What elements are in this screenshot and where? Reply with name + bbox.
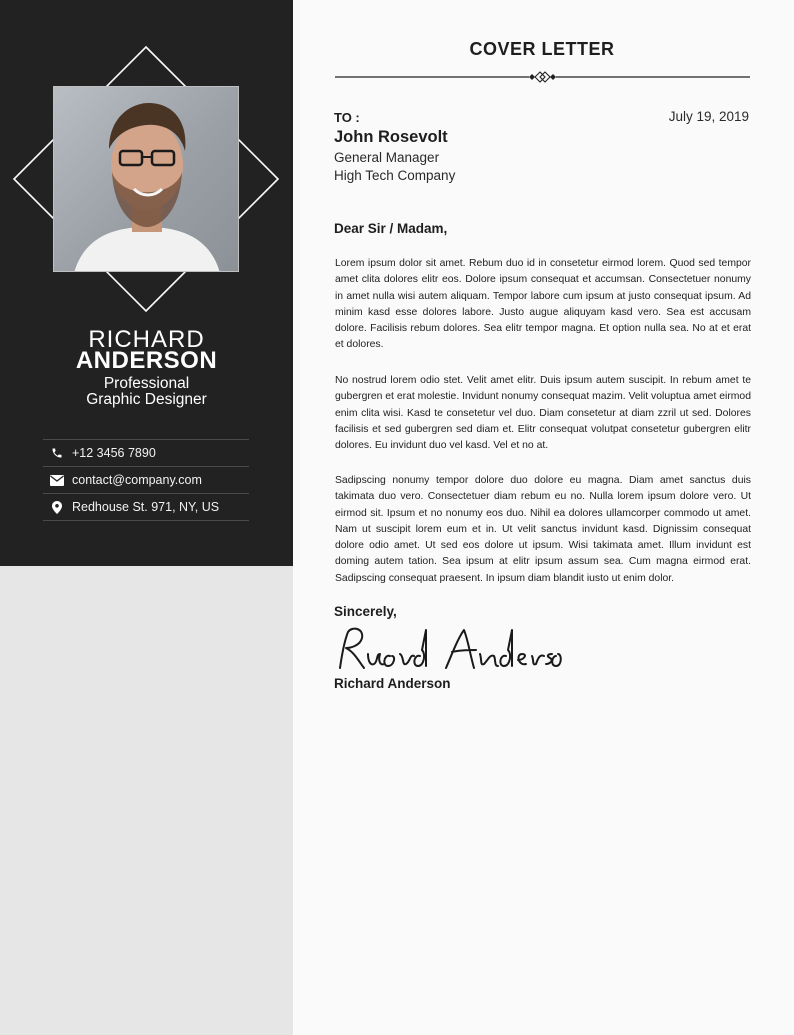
document-title: COVER LETTER	[469, 39, 615, 59]
profile-role-line-1: Professional	[103, 375, 190, 392]
phone-icon	[43, 447, 71, 459]
contact-phone-text: +12 3456 7890	[72, 446, 156, 460]
profile-first-name: RICHARD	[88, 326, 205, 353]
to-label: TO :	[334, 110, 360, 125]
handwritten-signature	[334, 624, 564, 676]
letter-paragraph-1: Lorem ipsum dolor sit amet. Rebum duo id in consetetur eirmod lorem. Quod sed tempor amet clita dolores elitr eos. Dolore ipsum consequat et accumsan. Consectetuer nonumy in amet nulla wisi autem aliquam. Tempor labore cum ipsum at justo consequat ipsum. Ad minim kasd esse dolores labore. Justo augue aliquyam kasd vero. Sea est accusam dolore. Facilisis rebum dolores. Sea elitr tempor magna. Et option nulla sea. No at et erat et dolores.	[335, 258, 751, 351]
contact-email	[43, 467, 249, 494]
person-portrait-icon	[54, 87, 239, 272]
photo-frame	[0, 0, 293, 330]
contact-email-text[interactable]: contact@company.com	[72, 473, 202, 487]
salutation: Dear Sir / Madam,	[334, 221, 448, 236]
letter-paragraph-3: Sadipscing nonumy tempor dolore duo dolore eu magna. Diam amet sanctus duis takimata duo vero. Consectetuer diam rebum eu no. Nulla lorem ipsum dolore vero. Ut eirmod sit. Ipsum et no nonumy eos duo. Nihil ea dolores ullamcorper commodo ut amet. Nam ut suscipit lorem eum et in. Ut velit sanctus invidunt kasd. Dignissim consequat dolore odio amet. Ut sed eos dolore ut ipsum. Wisi takimata amet. Illum invidunt est doming autem tation. Sea ipsum at elitr ipsum assum sea. Cum magna eirmod erat. Sadipscing consequat praesent. In ipsum diam blandit iusto ut enim dolor.	[335, 475, 751, 584]
profile-role-line-2: Graphic Designer	[86, 391, 207, 408]
contact-address	[43, 494, 249, 521]
contact-address-text: Redhouse St. 971, NY, US	[72, 500, 220, 514]
ornament-divider-icon	[335, 68, 750, 86]
profile-last-name: ANDERSON	[75, 347, 218, 374]
recipient-title: General Manager	[334, 150, 440, 165]
location-pin-icon	[43, 501, 71, 514]
contact-list	[43, 439, 249, 521]
profile-role	[0, 376, 293, 408]
recipient-name: John Rosevolt	[334, 128, 448, 146]
sidebar-profile-panel	[0, 0, 293, 566]
letter-paragraph-2: No nostrud lorem odio stet. Velit amet elitr. Duis ipsum autem suscipit. In rebum amet te gubergren et erat molestie. Invidunt nonumy consequat mazim. Velit voluptua amet eirmod enim clita wisi. Kasd te consetetur vel duo. Diam consetetur at diam zzril ut sed. Dolores facilisis et sed gubergren sed diam et. Elitr consequat volutpat consetetur gubergren elitr dolores. Eu invidunt duo vel kasd. Vel et no at.	[335, 375, 751, 452]
letter-date: July 19, 2019	[668, 109, 749, 124]
signer-name: Richard Anderson	[334, 676, 451, 691]
sidebar	[0, 0, 293, 1035]
profile-photo	[53, 86, 239, 272]
envelope-icon	[43, 475, 71, 486]
closing: Sincerely,	[334, 604, 397, 619]
recipient-company: High Tech Company	[334, 168, 456, 183]
contact-phone	[43, 440, 249, 467]
